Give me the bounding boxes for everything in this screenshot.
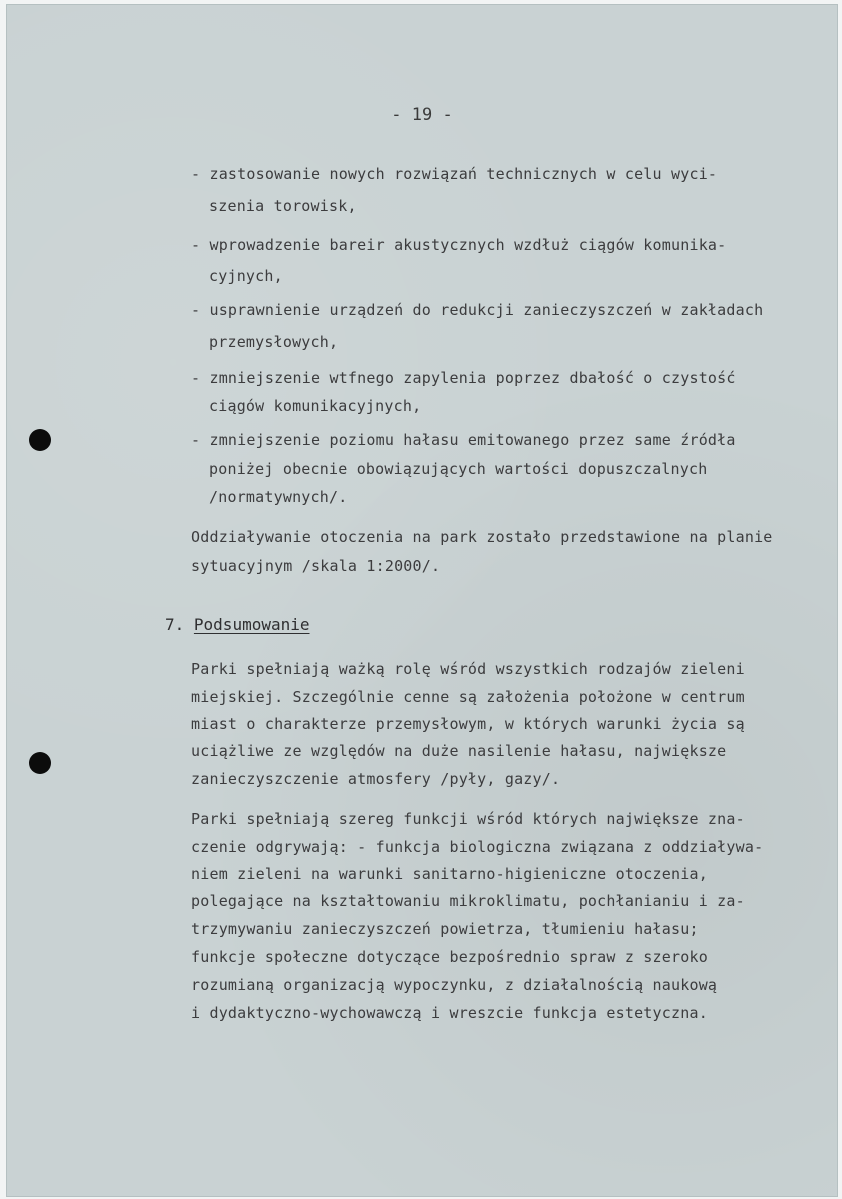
- paragraph-line: funkcje społeczne dotyczące bezpośrednio spraw z szeroko: [191, 948, 708, 966]
- bullet-line: - usprawnienie urządzeń do redukcji zanieczyszczeń w zakładach: [191, 301, 764, 319]
- bullet-line: poniżej obecnie obowiązujących wartości dopuszczalnych: [209, 460, 708, 478]
- paragraph-line: Parki spełniają ważką rolę wśród wszystkich rodzajów zieleni: [191, 660, 745, 678]
- paragraph-line: Oddziaływanie otoczenia na park zostało przedstawione na planie: [191, 528, 773, 546]
- paragraph-line: uciążliwe ze względów na duże nasilenie hałasu, największe: [191, 742, 727, 760]
- bullet-line: szenia torowisk,: [209, 197, 357, 215]
- bullet-line: - wprowadzenie bareir akustycznych wzdłuż ciągów komunika-: [191, 236, 727, 254]
- paragraph-line: zanieczyszczenie atmosfery /pyły, gazy/.: [191, 770, 561, 788]
- paragraph-line: niem zieleni na warunki sanitarno-higieniczne otoczenia,: [191, 865, 708, 883]
- section-number: 7.: [165, 615, 185, 634]
- paragraph-line: trzymywaniu zanieczyszczeń powietrza, tłumieniu hałasu;: [191, 920, 699, 938]
- bullet-line: - zastosowanie nowych rozwiązań technicznych w celu wyci-: [191, 165, 718, 183]
- punch-hole: [29, 752, 51, 774]
- paragraph-line: miejskiej. Szczególnie cenne są założenia położone w centrum: [191, 688, 745, 706]
- section-title: Podsumowanie: [193, 615, 310, 634]
- section-heading: [165, 615, 310, 634]
- paragraph-line: miast o charakterze przemysłowym, w których warunki życia są: [191, 715, 745, 733]
- paragraph-line: polegające na kształtowaniu mikroklimatu, pochłanianiu i za-: [191, 892, 745, 910]
- paragraph-line: Parki spełniają szereg funkcji wśród których największe zna-: [191, 810, 745, 828]
- bullet-line: przemysłowych,: [209, 333, 339, 351]
- paragraph-line: czenie odgrywają: - funkcja biologiczna związana z oddziaływa-: [191, 838, 764, 856]
- bullet-line: - zmniejszenie poziomu hałasu emitowanego przez same źródła: [191, 431, 736, 449]
- page-number: - 19 -: [391, 105, 453, 125]
- bullet-line: cyjnych,: [209, 267, 283, 285]
- paragraph-line: sytuacyjnym /skala 1:2000/.: [191, 557, 441, 575]
- bullet-line: - zmniejszenie wtfnego zapylenia poprzez dbałość o czystość: [191, 369, 736, 387]
- bullet-line: /normatywnych/.: [209, 488, 348, 506]
- paragraph-line: i dydaktyczno-wychowawczą i wreszcie funkcja estetyczna.: [191, 1004, 708, 1022]
- punch-hole: [29, 429, 51, 451]
- document-page: [6, 4, 838, 1197]
- bullet-line: ciągów komunikacyjnych,: [209, 397, 422, 415]
- paragraph-line: rozumianą organizacją wypoczynku, z działalnością naukową: [191, 976, 718, 994]
